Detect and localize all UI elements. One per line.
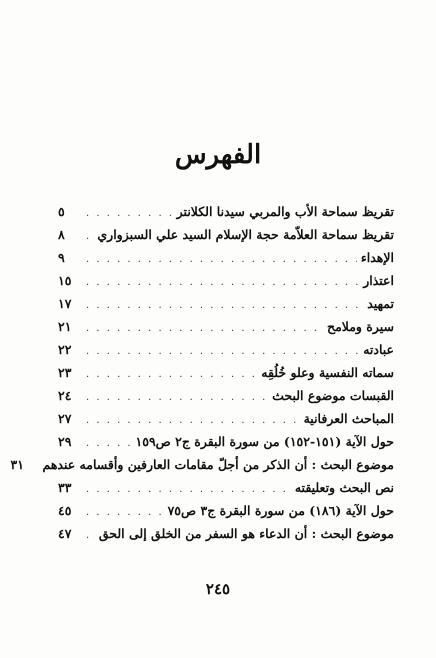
toc-entry-title: تقريظ سماحة الأب والمربي سيدنا الكلانتر [176, 204, 394, 219]
toc-entry-page: ٥ [58, 204, 65, 219]
toc-entry-title: موضوع البحث : أن الدعاء هو السفر من الخلق إلى الحق [98, 526, 394, 541]
toc-entry [58, 315, 394, 338]
toc-entry [58, 269, 394, 292]
toc-entry-title: سماته النفسية وعلو خُلُقِه [261, 365, 394, 380]
dot-leader [86, 202, 173, 225]
toc-entry-page: ٤٥ [58, 503, 72, 518]
toc-entry-page: ٣١ [10, 457, 24, 472]
dot-leader [86, 386, 268, 409]
toc-entry [58, 430, 394, 453]
toc-entry-title: القبسات موضوع البحث [272, 388, 394, 403]
toc-entry [58, 246, 394, 269]
dot-leader [86, 271, 359, 294]
toc-entry-title: حول الآية (١٨٦) من سورة البقرة ج٣ ص٧٥ [167, 503, 394, 518]
toc-entry [10, 453, 394, 476]
toc-entry-page: ١٧ [58, 296, 72, 311]
toc-entry-page: ٨ [58, 227, 65, 242]
dot-leader [86, 501, 164, 524]
toc-entry-page: ١٥ [58, 273, 72, 288]
toc-entry-page: ٤٧ [58, 526, 72, 541]
toc-entry [58, 200, 394, 223]
dot-leader [86, 317, 323, 340]
toc-entry [58, 361, 394, 384]
toc-entry-page: ٢٧ [58, 411, 72, 426]
dot-leader [86, 524, 95, 547]
toc-entry-title: عبادته [363, 342, 394, 357]
toc-entry-title: اعتذار [363, 273, 394, 288]
toc-entry-page: ٢٤ [58, 388, 72, 403]
toc-entry [58, 522, 394, 545]
dot-leader [86, 478, 291, 501]
dot-leader [86, 225, 93, 248]
toc-entry-title: المباحث العرفانية [303, 411, 394, 426]
dot-leader [86, 409, 300, 432]
toc-entry-title: تقريظ سماحة العلاّمة حجة الإسلام السيد علي السبزواري [97, 227, 394, 242]
toc-entry-page: ٣٣ [58, 480, 72, 495]
toc-entry-title: الإهداء [360, 250, 394, 265]
toc-entry [58, 384, 394, 407]
toc-entry-title: تمهيد [367, 296, 394, 311]
index-title: الفهرس [174, 140, 262, 170]
page-number: ٢٤٥ [205, 580, 231, 598]
dot-leader [86, 340, 359, 363]
toc-entry-page: ٢٩ [58, 434, 72, 449]
toc-entry [58, 292, 394, 315]
table-of-contents [10, 200, 394, 545]
toc-entry-title: نص البحث وتعليقته [294, 480, 394, 495]
toc-entry-title: حول الآية (١٥١-١٥٢) من سورة البقرة ج٢ ص١٥٩ [135, 434, 394, 449]
toc-entry-title: سيرة وملامح [327, 319, 394, 334]
dot-leader [86, 294, 363, 317]
toc-entry-page: ٢٣ [58, 365, 72, 380]
dot-leader [86, 363, 257, 386]
toc-entry [58, 407, 394, 430]
toc-entry-page: ٩ [58, 250, 65, 265]
toc-entry [58, 499, 394, 522]
toc-entry [58, 338, 394, 361]
toc-entry-page: ٢٢ [58, 342, 72, 357]
dot-leader [86, 432, 132, 455]
toc-entry-title: موضوع البحث : أن الذكر من أجلّ مقامات العارفين وأقسامه عندهم [42, 457, 394, 472]
toc-entry [58, 223, 394, 246]
dot-leader [86, 248, 357, 271]
toc-entry [58, 476, 394, 499]
toc-entry-page: ٢١ [58, 319, 72, 334]
